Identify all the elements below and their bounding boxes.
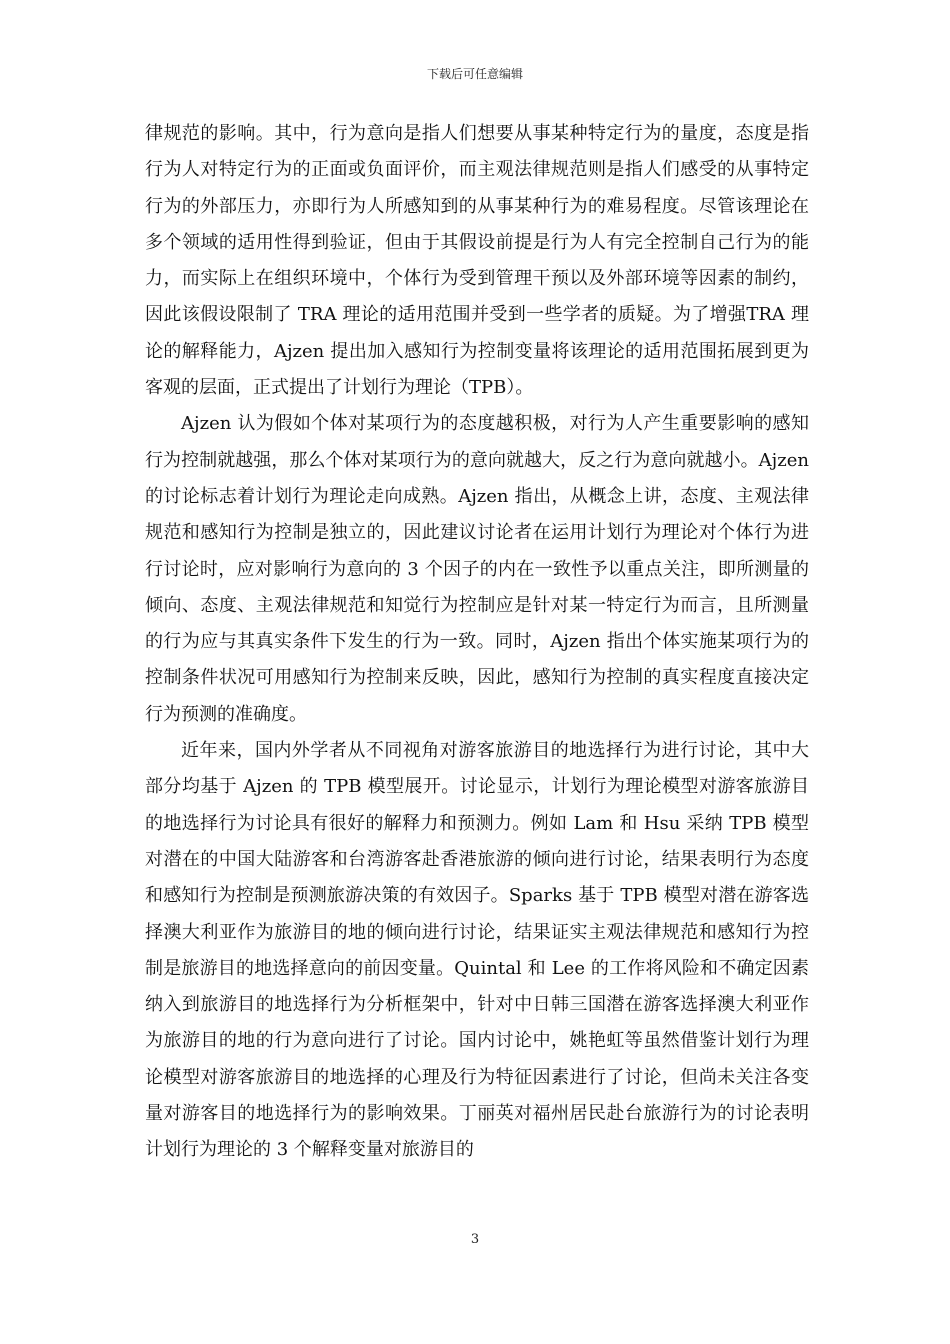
page-number: 3 [470, 1232, 480, 1247]
page-header: 下载后可任意编辑 [426, 67, 523, 81]
document-body [145, 116, 809, 1169]
paragraph-2: Ajzen 认为假如个体对某项行为的态度越积极，对行为人产生重要影响的感知行为控制就越强，那么个体对某项行为的意向就越大，反之行为意向就越小。Ajzen 的讨论标志着计划行为理论走向成熟。Ajzen 指出，从概念上讲，态度、主观法律规范和感知行为控制是独立的，因此建议讨论者在运用计划行为理论对个体行为进行讨论时，应对影响行为意向的 3 个因子的内在一致性予以重点关注，即所测量的倾向、态度、主观法律规范和知觉行为控制应是针对某一特定行为而言，且所测量的行为应与其真实条件下发生的行为一致。同时，Ajzen 指出个体实施某项行为的控制条件状况可用感知行为控制来反映，因此，感知行为控制的真实程度直接决定行为预测的准确度。 [145, 413, 809, 725]
paragraph-1: 律规范的影响。其中，行为意向是指人们想要从事某种特定行为的量度，态度是指行为人对特定行为的正面或负面评价，而主观法律规范则是指人们感受的从事特定行为的外部压力，亦即行为人所感知到的从事某种行为的难易程度。尽管该理论在多个领域的适用性得到验证，但由于其假设前提是行为人有完全控制自己行为的能力，而实际上在组织环境中，个体行为受到管理干预以及外部环境等因素的制约，因此该假设限制了 TRA 理论的适用范围并受到一些学者的质疑。为了增强TRA 理论的解释能力，Ajzen 提出加入感知行为控制变量将该理论的适用范围拓展到更为客观的层面，正式提出了计划行为理论（TPB）。 [145, 123, 809, 399]
paragraph-3: 近年来，国内外学者从不同视角对游客旅游目的地选择行为进行讨论，其中大部分均基于 Ajzen 的 TPB 模型展开。讨论显示，计划行为理论模型对游客旅游目的地选择行为讨论具有很好的解释力和预测力。例如 Lam 和 Hsu 采纳 TPB 模型对潜在的中国大陆游客和台湾游客赴香港旅游的倾向进行讨论，结果表明行为态度和感知行为控制是预测旅游决策的有效因子。Sparks 基于 TPB 模型对潜在游客选择澳大利亚作为旅游目的地的倾向进行讨论，结果证实主观法律规范和感知行为控制是旅游目的地选择意向的前因变量。Quintal 和 Lee 的工作将风险和不确定因素纳入到旅游目的地选择行为分析框架中，针对中日韩三国潜在游客选择澳大利亚作为旅游目的地的行为意向进行了讨论。国内讨论中，姚艳虹等虽然借鉴计划行为理论模型对游客旅游目的地选择的心理及行为特征因素进行了讨论，但尚未关注各变量对游客目的地选择行为的影响效果。丁丽英对福州居民赴台旅游行为的讨论表明计划行为理论的 3 个解释变量对旅游目的 [145, 740, 809, 1161]
